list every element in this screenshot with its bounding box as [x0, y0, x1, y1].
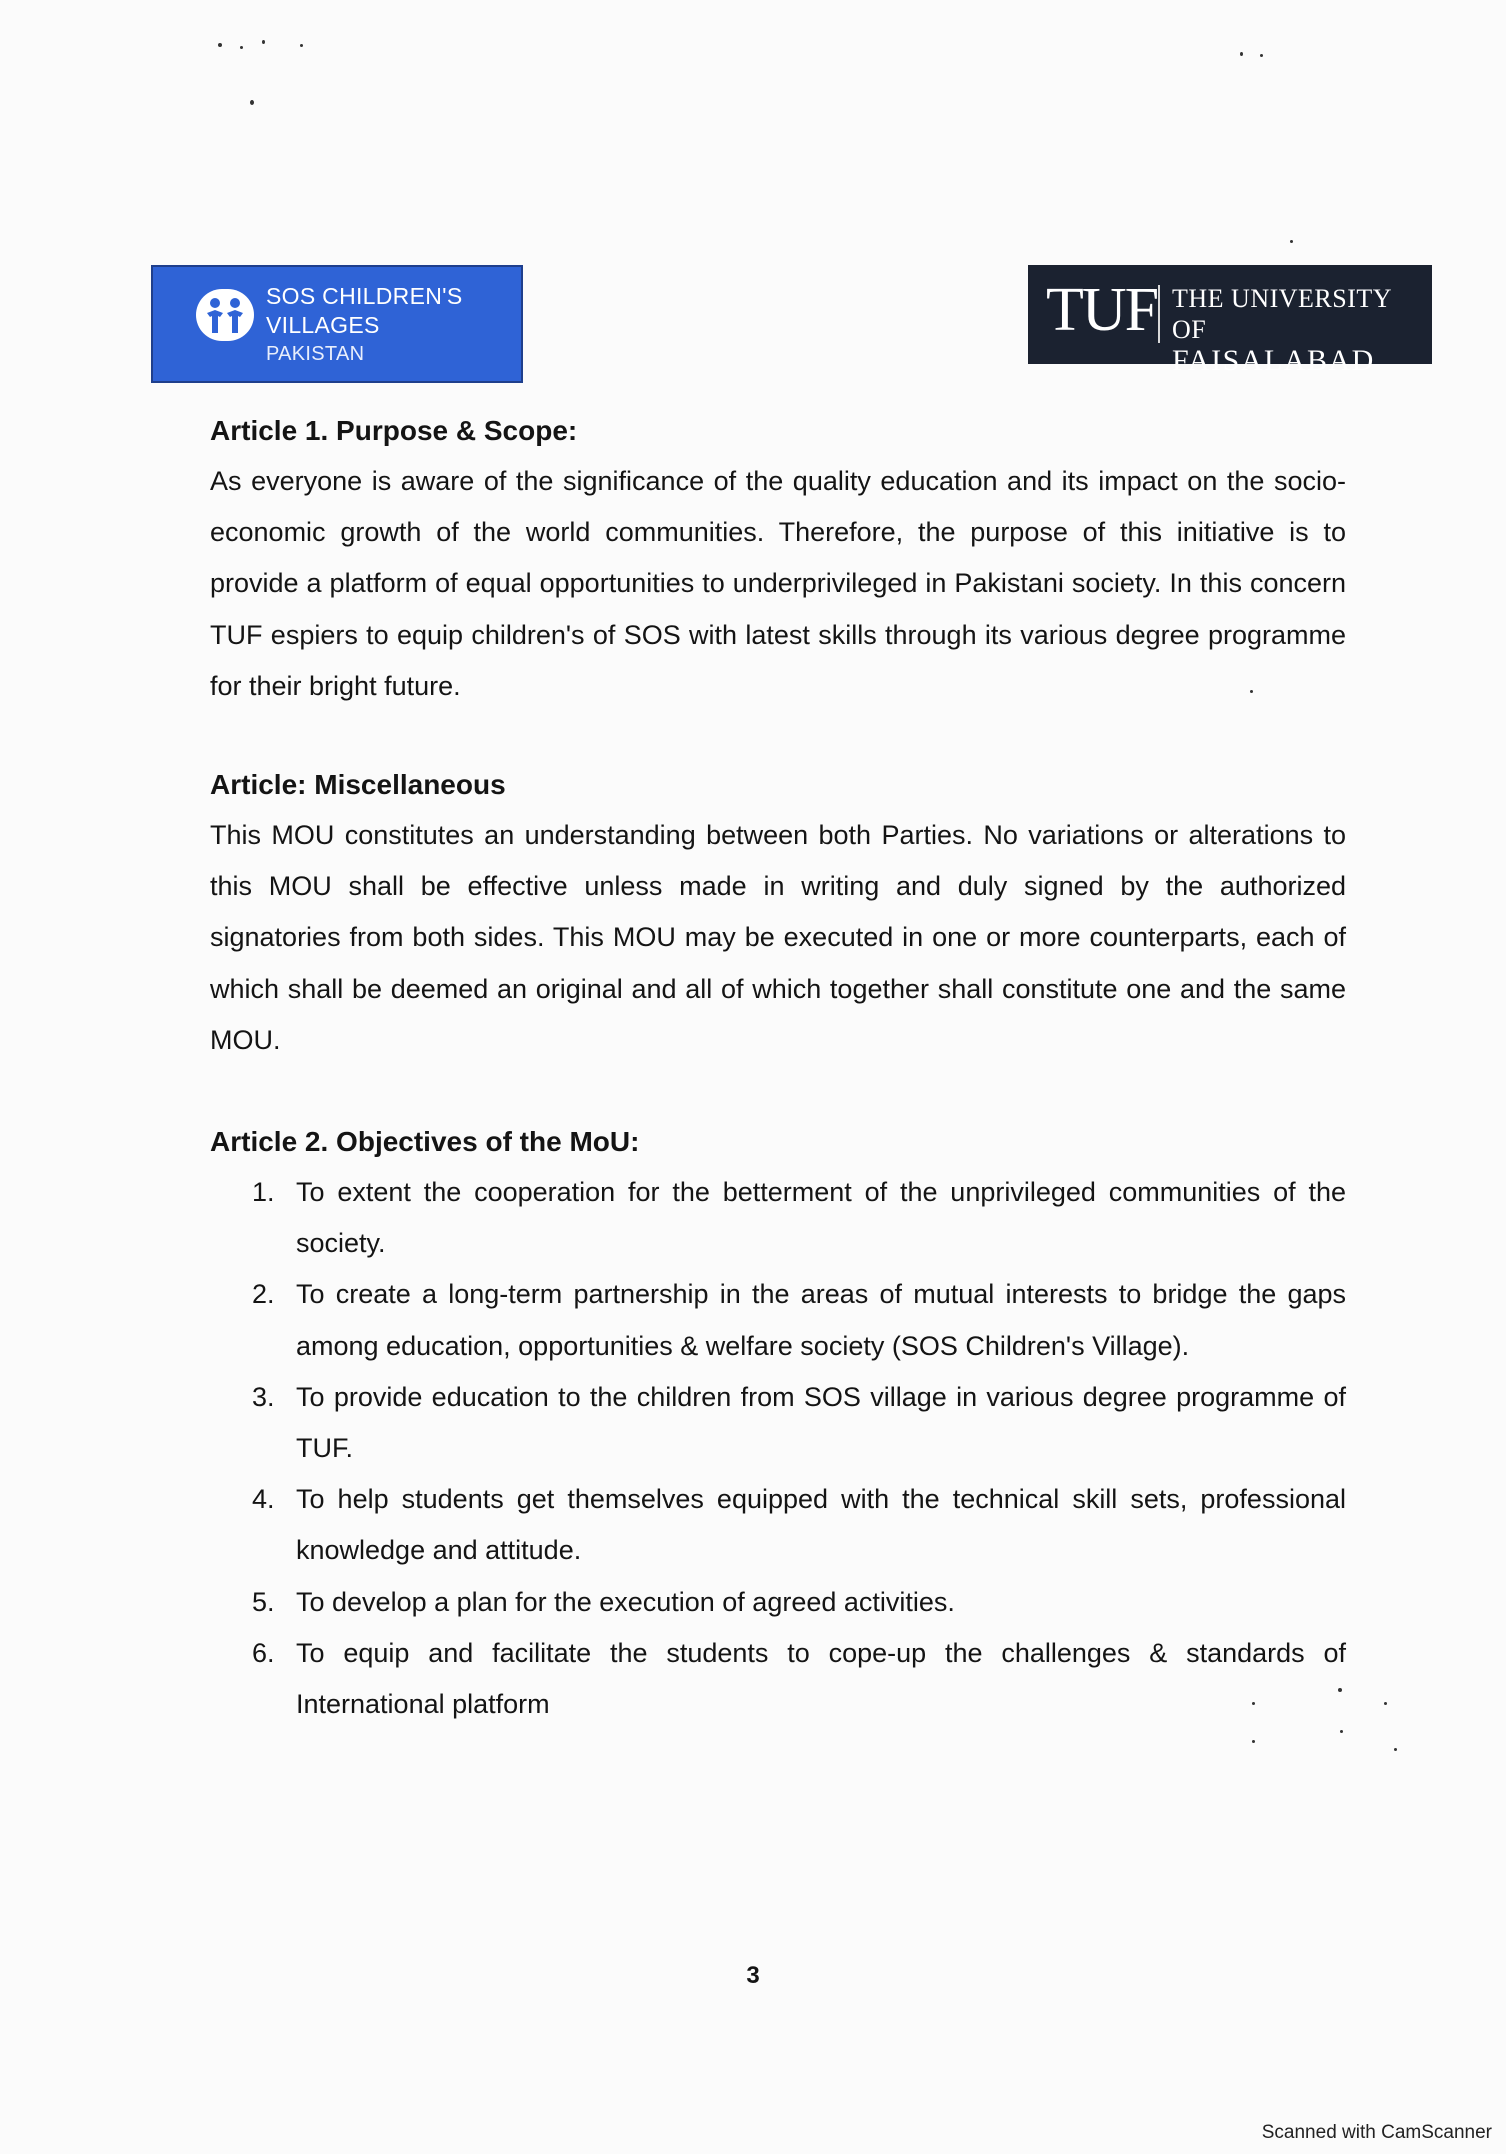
scan-speck	[240, 46, 243, 49]
sos-logo-line2: VILLAGES	[266, 312, 380, 338]
sos-logo-line3: PAKISTAN	[266, 343, 365, 365]
objective-item	[210, 1628, 1346, 1730]
objective-item	[210, 1474, 1346, 1576]
objective-number: 6.	[252, 1637, 275, 1668]
scan-speck	[1252, 1702, 1255, 1705]
scan-speck	[1290, 240, 1293, 243]
sos-logo-text	[266, 282, 462, 369]
article2-heading: Article 2. Objectives of the MoU:	[210, 1126, 640, 1158]
objective-number: 5.	[252, 1586, 275, 1617]
tuf-logo-line1: THE UNIVERSITY OF	[1172, 284, 1392, 344]
university-of-faisalabad-logo	[1028, 265, 1432, 377]
miscellaneous-paragraph: This MOU constitutes an understanding between both Parties. No variations or alterations to this MOU shall be effective unless made in writing and duly signed by the authorized signatories from both sides. This MOU may be executed in one or more counterparts, each of which shall be deemed an original and all of which together shall constitute one and the same MOU.	[210, 820, 1346, 1055]
scan-speck	[218, 43, 222, 47]
scan-speck	[1394, 1748, 1397, 1751]
article1-heading: Article 1. Purpose & Scope:	[210, 415, 578, 446]
scan-speck	[300, 44, 303, 47]
objective-text: To create a long-term partnership in the areas of mutual interests to bridge the gaps among education, opportunities & welfare society (SOS Children's Village).	[296, 1279, 1346, 1361]
objective-text: To develop a plan for the execution of agreed activities.	[296, 1586, 955, 1617]
sos-childrens-villages-logo	[151, 265, 523, 383]
objective-item	[210, 1577, 1346, 1628]
tuf-logo-mark: TUF	[1046, 276, 1158, 344]
scan-speck	[1240, 52, 1243, 56]
page-number: 3	[746, 1962, 760, 1989]
objective-item	[210, 1167, 1346, 1269]
scan-speck	[1340, 1730, 1343, 1733]
scan-speck	[262, 40, 265, 44]
document-body	[210, 405, 1346, 1730]
scanner-watermark: Scanned with CamScanner	[1261, 2122, 1492, 2143]
article1-paragraph: As everyone is aware of the significance of the quality education and its impact on the socio-economic growth of the world communities. Therefore, the purpose of this initiative is to provide a platform of equal opportunities to underprivileged in Pakistani society. In this concern TUF espiers to equip children's of SOS with latest skills through its various degree programme for their bright future.	[210, 466, 1346, 701]
objective-number: 4.	[252, 1484, 275, 1515]
objective-text: To extent the cooperation for the betterment of the unprivileged communities of the society.	[296, 1177, 1346, 1259]
children-emblem-icon	[196, 289, 254, 341]
scan-speck	[1338, 1688, 1342, 1692]
tuf-logo-name	[1172, 283, 1432, 376]
tuf-logo-line2: FAISALABAD	[1172, 344, 1375, 377]
objective-item	[210, 1372, 1346, 1474]
objective-number: 2.	[252, 1279, 275, 1310]
sos-logo-line1: SOS CHILDREN'S	[266, 283, 463, 309]
scan-speck	[1252, 1740, 1255, 1743]
miscellaneous-heading: Article: Miscellaneous	[210, 769, 506, 801]
tuf-logo-divider	[1158, 285, 1160, 343]
objective-number: 3.	[252, 1381, 275, 1412]
objective-number: 1.	[252, 1177, 275, 1208]
scan-speck	[1250, 690, 1253, 693]
scan-speck	[1384, 1702, 1387, 1705]
scan-speck	[250, 100, 254, 105]
objective-item	[210, 1269, 1346, 1371]
objective-text: To help students get themselves equipped with the technical skill sets, professional knowledge and attitude.	[296, 1484, 1346, 1566]
scan-speck	[1260, 54, 1263, 57]
objectives-list	[210, 1167, 1346, 1730]
objective-text: To equip and facilitate the students to cope-up the challenges & standards of International platform	[296, 1637, 1346, 1720]
objective-text: To provide education to the children from SOS village in various degree programme of TUF.	[296, 1381, 1346, 1464]
